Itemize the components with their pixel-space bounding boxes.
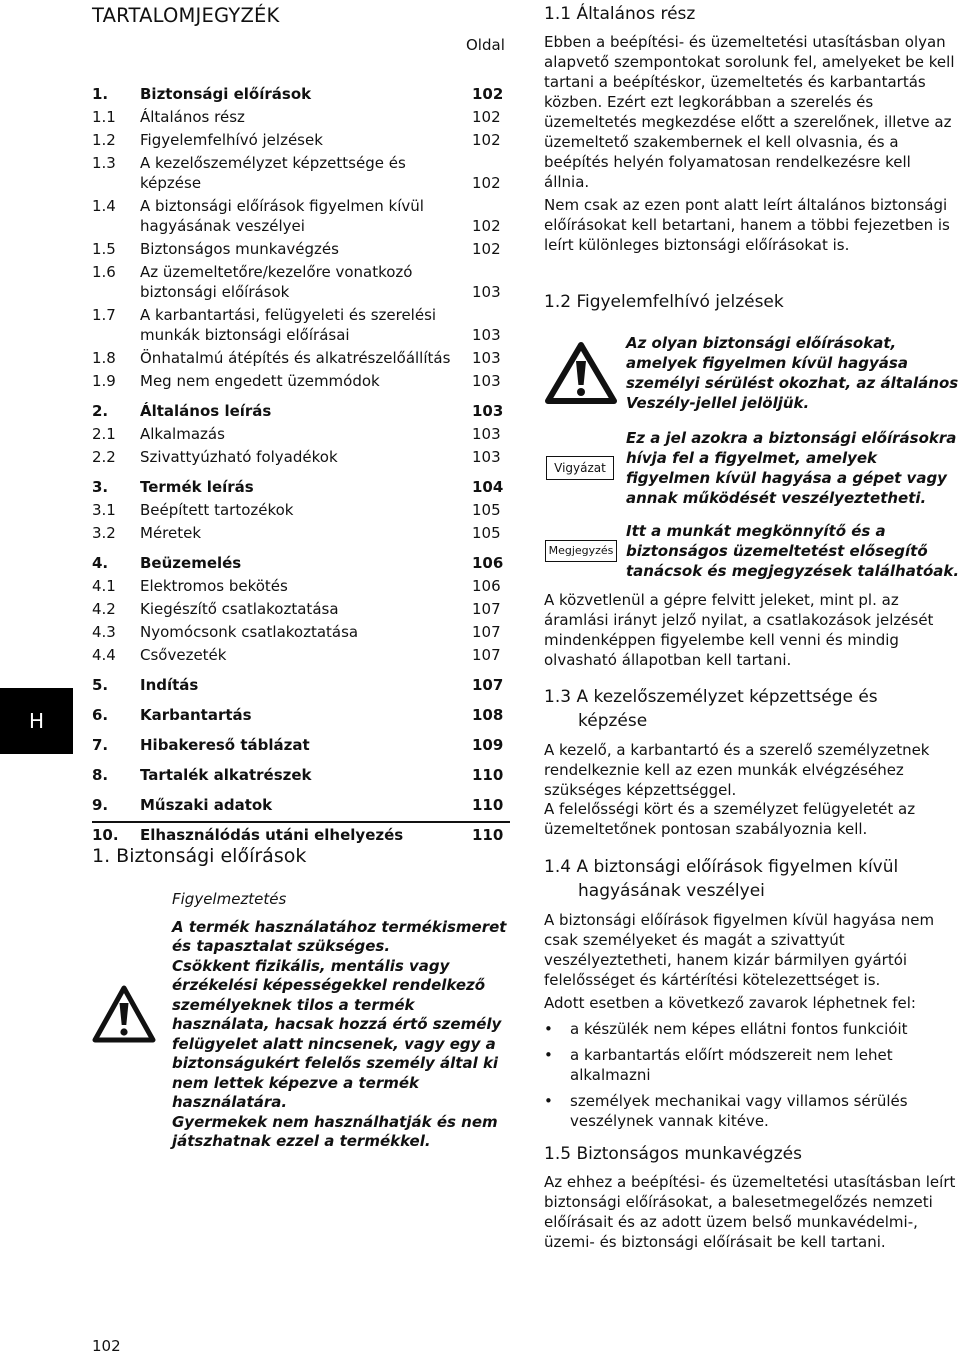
toc-entry [92, 675, 510, 695]
toc-entry-text [140, 553, 510, 573]
toc-entry-text [140, 675, 510, 695]
toc-entry-text [140, 348, 510, 368]
toc-entry [92, 371, 510, 391]
s14-paragraph-2: Adott esetben a következő zavarok léphetnek fel: [544, 994, 916, 1012]
toc-entry-page: 102 [472, 108, 501, 126]
toc-entry-text-line: Biztonsági előírások [140, 85, 312, 103]
toc-entry-page: 108 [472, 706, 504, 724]
toc-entry-number: 1.2 [92, 131, 116, 149]
toc-title: TARTALOMJEGYZÉK [92, 4, 280, 27]
s13-paragraph-1: A kezelő, a karbantartó és a szerelő személyzetnek rendelkeznie kell az ezen munkák elvégzéséhez szükséges képzettséggel. [544, 741, 930, 799]
language-tab: H [0, 688, 73, 754]
toc-entry-number: 3.2 [92, 524, 116, 542]
toc-entry-text-line: Elhasználódás utáni elhelyezés [140, 826, 404, 844]
toc-entry-text-line: biztonsági előírások [140, 283, 290, 301]
toc-entry-number: 1.9 [92, 372, 116, 390]
toc-entry-number: 1.3 [92, 154, 116, 172]
toc-entry-number: 10. [92, 826, 119, 844]
toc-entry-text-line: Beépített tartozékok [140, 501, 294, 519]
caution-label-box: Vigyázat [546, 456, 614, 480]
danger-symbol-text: Az olyan biztonsági előírásokat, amelyek figyelmen kívül hagyása személyi sérülést okozhat, az általános Veszély-jellel jelöljük. [626, 334, 959, 412]
toc-entry-number: 1.7 [92, 306, 116, 324]
s13-paragraph-2: A felelősségi kört és a személyzet felügyeletét az üzemeltetőnek pontosan szabályoznia kell. [544, 800, 916, 838]
toc-entry-number: 2. [92, 402, 109, 420]
toc-entry-number: 4.1 [92, 577, 116, 595]
s11-paragraph-2: Nem csak az ezen pont alatt leírt általános biztonsági előírásokat kell betartani, hanem a többi fejezetben is leírt különleges biztonsági előírásokat is. [544, 196, 950, 254]
toc-entry-text-line: munkák biztonsági előírásai [140, 326, 350, 344]
toc-entry-text [140, 795, 510, 815]
toc-entry-text [140, 576, 510, 596]
toc-entry-text-line: Meg nem engedett üzemmódok [140, 372, 380, 390]
toc-entry-page: 103 [472, 402, 504, 420]
toc-entry-number: 1.8 [92, 349, 116, 367]
toc-entry-text-line: képzése [140, 174, 202, 192]
toc-entry-text-line: Szivattyúzható folyadékok [140, 448, 338, 466]
toc-entry [92, 645, 510, 665]
toc-entry-number: 5. [92, 676, 109, 694]
toc-entry-number: 2.1 [92, 425, 116, 443]
toc-entry-page: 110 [472, 766, 504, 784]
toc-entry [92, 765, 510, 785]
toc-entry-page: 107 [472, 623, 501, 641]
toc-entry [92, 795, 510, 815]
warning-triangle-icon [92, 985, 156, 1047]
toc-entry-text [140, 305, 510, 345]
heading-1-3 [544, 685, 944, 733]
heading-1-3-line2: képzése [578, 711, 648, 731]
toc-entry-text [140, 477, 510, 497]
toc-entry-text-line: Figyelemfelhívó jelzések [140, 131, 323, 149]
toc-entry-page: 102 [472, 240, 501, 258]
toc-entry-text-line: Biztonságos munkavégzés [140, 240, 339, 258]
toc-entry-number: 1.5 [92, 240, 116, 258]
toc-entry-number: 4. [92, 554, 109, 572]
toc-entry-text-line: Hibakereső táblázat [140, 736, 310, 754]
table-of-contents [92, 81, 510, 845]
toc-entry-text-line: A biztonsági előírások figyelmen kívül [140, 197, 424, 215]
toc-entry-text [140, 523, 510, 543]
heading-1-4 [544, 855, 944, 903]
toc-entry-number: 8. [92, 766, 109, 784]
toc-entry-text [140, 500, 510, 520]
toc-entry [92, 153, 510, 193]
toc-entry [92, 553, 510, 573]
toc-entry [92, 825, 510, 845]
toc-entry-page: 109 [472, 736, 504, 754]
toc-entry [92, 262, 510, 302]
toc-entry-text [140, 599, 510, 619]
heading-1-4-line1: 1.4 A biztonsági előírások figyelmen kívül [544, 857, 899, 877]
toc-entry [92, 735, 510, 755]
heading-1-4-line2: hagyásának veszélyei [578, 881, 765, 901]
toc-entry-text-line: Általános rész [140, 108, 245, 126]
toc-entry-text [140, 196, 510, 236]
heading-1-3-line1: 1.3 A kezelőszemélyzet képzettsége és [544, 687, 878, 707]
toc-entry-text-line: Alkalmazás [140, 425, 225, 443]
toc-entry-text [140, 130, 510, 150]
toc-entry [92, 622, 510, 642]
page-number: 102 [92, 1337, 121, 1355]
toc-entry [92, 705, 510, 725]
toc-entry-text [140, 705, 510, 725]
toc-entry-text-line: Termék leírás [140, 478, 254, 496]
toc-entry-text [140, 239, 510, 259]
s11-paragraph-1: Ebben a beépítési- és üzemeltetési utasításban olyan alapvető szempontokat sorolunk fel, amelyeket be kell tartani a beépítéskor, üzemeltetés és karbantartás közben. Ezért ezt legkorábban a szerelés és üzemeltetés megkezdése előtt a szerelőnek, illetve az üzemeltető szakembernek el kell olvasnia, és a beépítés helyén folyamatosan rendelkezésre kell állnia. [544, 33, 955, 191]
toc-entry-text [140, 765, 510, 785]
s15-paragraph-1: Az ehhez a beépítési- és üzemeltetési utasításban leírt biztonsági előírásokat, a balesetmegelőzés nemzeti előírásait és az adott üzem belső munkavédelmi-, üzemi- és biztonsági előírásait be kell tartani. [544, 1173, 956, 1251]
toc-page-header: Oldal [466, 36, 505, 54]
toc-entry [92, 196, 510, 236]
toc-entry-text-line: Nyomócsonk csatlakoztatása [140, 623, 359, 641]
toc-entry [92, 523, 510, 543]
toc-entry [92, 107, 510, 127]
toc-entry-page: 106 [472, 577, 501, 595]
heading-1-5: 1.5 Biztonságos munkavégzés [544, 1144, 802, 1164]
toc-entry-page: 103 [472, 425, 501, 443]
toc-entry [92, 599, 510, 619]
toc-entry-text-line: Az üzemeltetőre/kezelőre vonatkozó [140, 263, 413, 281]
toc-entry-number: 1.1 [92, 108, 116, 126]
list-item: • a karbantartás előírt módszereit nem lehet alkalmazni [544, 1045, 958, 1085]
toc-entry-page: 103 [472, 372, 501, 390]
list-item: • személyek mechanikai vagy villamos sérülés veszélynek vannak kitéve. [544, 1091, 958, 1131]
toc-entry [92, 576, 510, 596]
toc-entry-page: 107 [472, 600, 501, 618]
toc-entry [92, 348, 510, 368]
toc-entry-text [140, 107, 510, 127]
toc-entry-number: 4.3 [92, 623, 116, 641]
toc-entry-page: 103 [472, 283, 501, 301]
toc-entry [92, 305, 510, 345]
toc-entry-page: 105 [472, 501, 501, 519]
toc-entry-page: 102 [472, 131, 501, 149]
toc-entry [92, 239, 510, 259]
list-item: • a készülék nem képes ellátni fontos funkcióit [544, 1019, 958, 1039]
s12-paragraph-1: A közvetlenül a gépre felvitt jeleket, mint pl. az áramlási irányt jelző nyilat, a csatlakozások jelzését mindenképpen figyelembe kell venni és mindig olvasható állapotban kell tartani. [544, 591, 934, 669]
toc-entry-text-line: Csővezeték [140, 646, 227, 664]
toc-entry-text-line: Általános leírás [140, 402, 272, 420]
toc-entry-number: 7. [92, 736, 109, 754]
toc-entry-page: 102 [472, 217, 501, 235]
toc-entry-text-line: Beüzemelés [140, 554, 242, 572]
heading-1-1: 1.1 Általános rész [544, 4, 696, 24]
toc-entry-text-line: Elektromos bekötés [140, 577, 288, 595]
toc-entry-text-line: A karbantartási, felügyeleti és szerelési [140, 306, 437, 324]
s14-paragraph-1: A biztonsági előírások figyelmen kívül hagyása nem csak személyeket és magát a szivattyút veszélyeztetheti, hanem kizár bármilyen gyártói felelősséget és kártérítési kötelezettséget is. [544, 911, 935, 989]
toc-entry-page: 103 [472, 326, 501, 344]
toc-entry-text-line: hagyásának veszélyei [140, 217, 305, 235]
note-text: Itt a munkát megkönnyítő és a biztonságos üzemeltetést elősegítő tanácsok és megjegyzések találhatóak. [626, 522, 960, 580]
toc-entry [92, 84, 510, 104]
toc-entry [92, 424, 510, 444]
toc-entry-page: 103 [472, 349, 501, 367]
toc-entry-text [140, 825, 510, 845]
toc-entry-text [140, 645, 510, 665]
toc-entry-text-line: Indítás [140, 676, 199, 694]
toc-entry-text-line: Kiegészítő csatlakoztatása [140, 600, 339, 618]
toc-entry-text-line: Méretek [140, 524, 202, 542]
heading-1-2: 1.2 Figyelemfelhívó jelzések [544, 292, 784, 312]
toc-entry-text [140, 401, 510, 421]
toc-entry-text-line: Karbantartás [140, 706, 252, 724]
toc-entry [92, 447, 510, 467]
toc-entry-page: 107 [472, 646, 501, 664]
toc-entry-page: 105 [472, 524, 501, 542]
toc-entry-text [140, 262, 510, 302]
toc-entry-text-line: Műszaki adatok [140, 796, 273, 814]
toc-entry-page: 110 [472, 796, 504, 814]
toc-entry-page: 110 [472, 826, 504, 844]
toc-entry-text-line: A kezelőszemélyzet képzettsége és [140, 154, 406, 172]
toc-entry-page: 104 [472, 478, 504, 496]
toc-entry [92, 500, 510, 520]
danger-symbol-icon [544, 341, 618, 409]
toc-entry-page: 102 [472, 174, 501, 192]
toc-entry-text [140, 424, 510, 444]
note-label-box: Megjegyzés [545, 540, 617, 562]
toc-entry-text [140, 84, 510, 104]
toc-entry-page: 107 [472, 676, 504, 694]
toc-entry-text [140, 622, 510, 642]
caution-text: Ez a jel azokra a biztonsági előírásokra hívja fel a figyelmet, amelyek figyelmen kívül hagyása a gépet vagy annak működését veszélyeztetheti. [626, 429, 957, 507]
warning-block [172, 890, 517, 1152]
toc-entry-page: 102 [472, 85, 504, 103]
section-1-heading: 1. Biztonsági előírások [92, 845, 307, 867]
warning-body: A termék használatához termékismeret és tapasztalat szükséges. Csökkent fizikális, mentális vagy érzékelési képességekkel rendelkező személyeknek tilos a termék használata, hacsak hozzá értő személy felügyelet alatt nincsenek, vagy egy a biztonságukért felelős személy által ki nem lettek képezve a termék használatára. Gyermekek nem használhatják és nem játszhatnak ezzel a termékkel. [172, 917, 507, 1150]
toc-entry-text [140, 735, 510, 755]
warning-caption: Figyelmeztetés [172, 890, 287, 908]
toc-entry-text [140, 153, 510, 193]
toc-entry [92, 130, 510, 150]
toc-entry-number: 1.4 [92, 197, 116, 215]
toc-entry-number: 4.2 [92, 600, 116, 618]
toc-entry-number: 6. [92, 706, 109, 724]
toc-divider [92, 821, 510, 823]
toc-entry-number: 2.2 [92, 448, 116, 466]
toc-entry-number: 3.1 [92, 501, 116, 519]
toc-entry-number: 1. [92, 85, 109, 103]
toc-entry-number: 9. [92, 796, 109, 814]
toc-entry-text [140, 371, 510, 391]
toc-entry-number: 3. [92, 478, 109, 496]
toc-entry-text [140, 447, 510, 467]
toc-entry-number: 1.6 [92, 263, 116, 281]
toc-entry-text-line: Önhatalmú átépítés és alkatrészelőállítás [140, 349, 451, 367]
s14-bullet-list [544, 1019, 958, 1137]
toc-entry-page: 106 [472, 554, 504, 572]
toc-entry-page: 103 [472, 448, 501, 466]
toc-entry-number: 4.4 [92, 646, 116, 664]
toc-entry-text-line: Tartalék alkatrészek [140, 766, 312, 784]
toc-entry [92, 477, 510, 497]
toc-entry [92, 401, 510, 421]
